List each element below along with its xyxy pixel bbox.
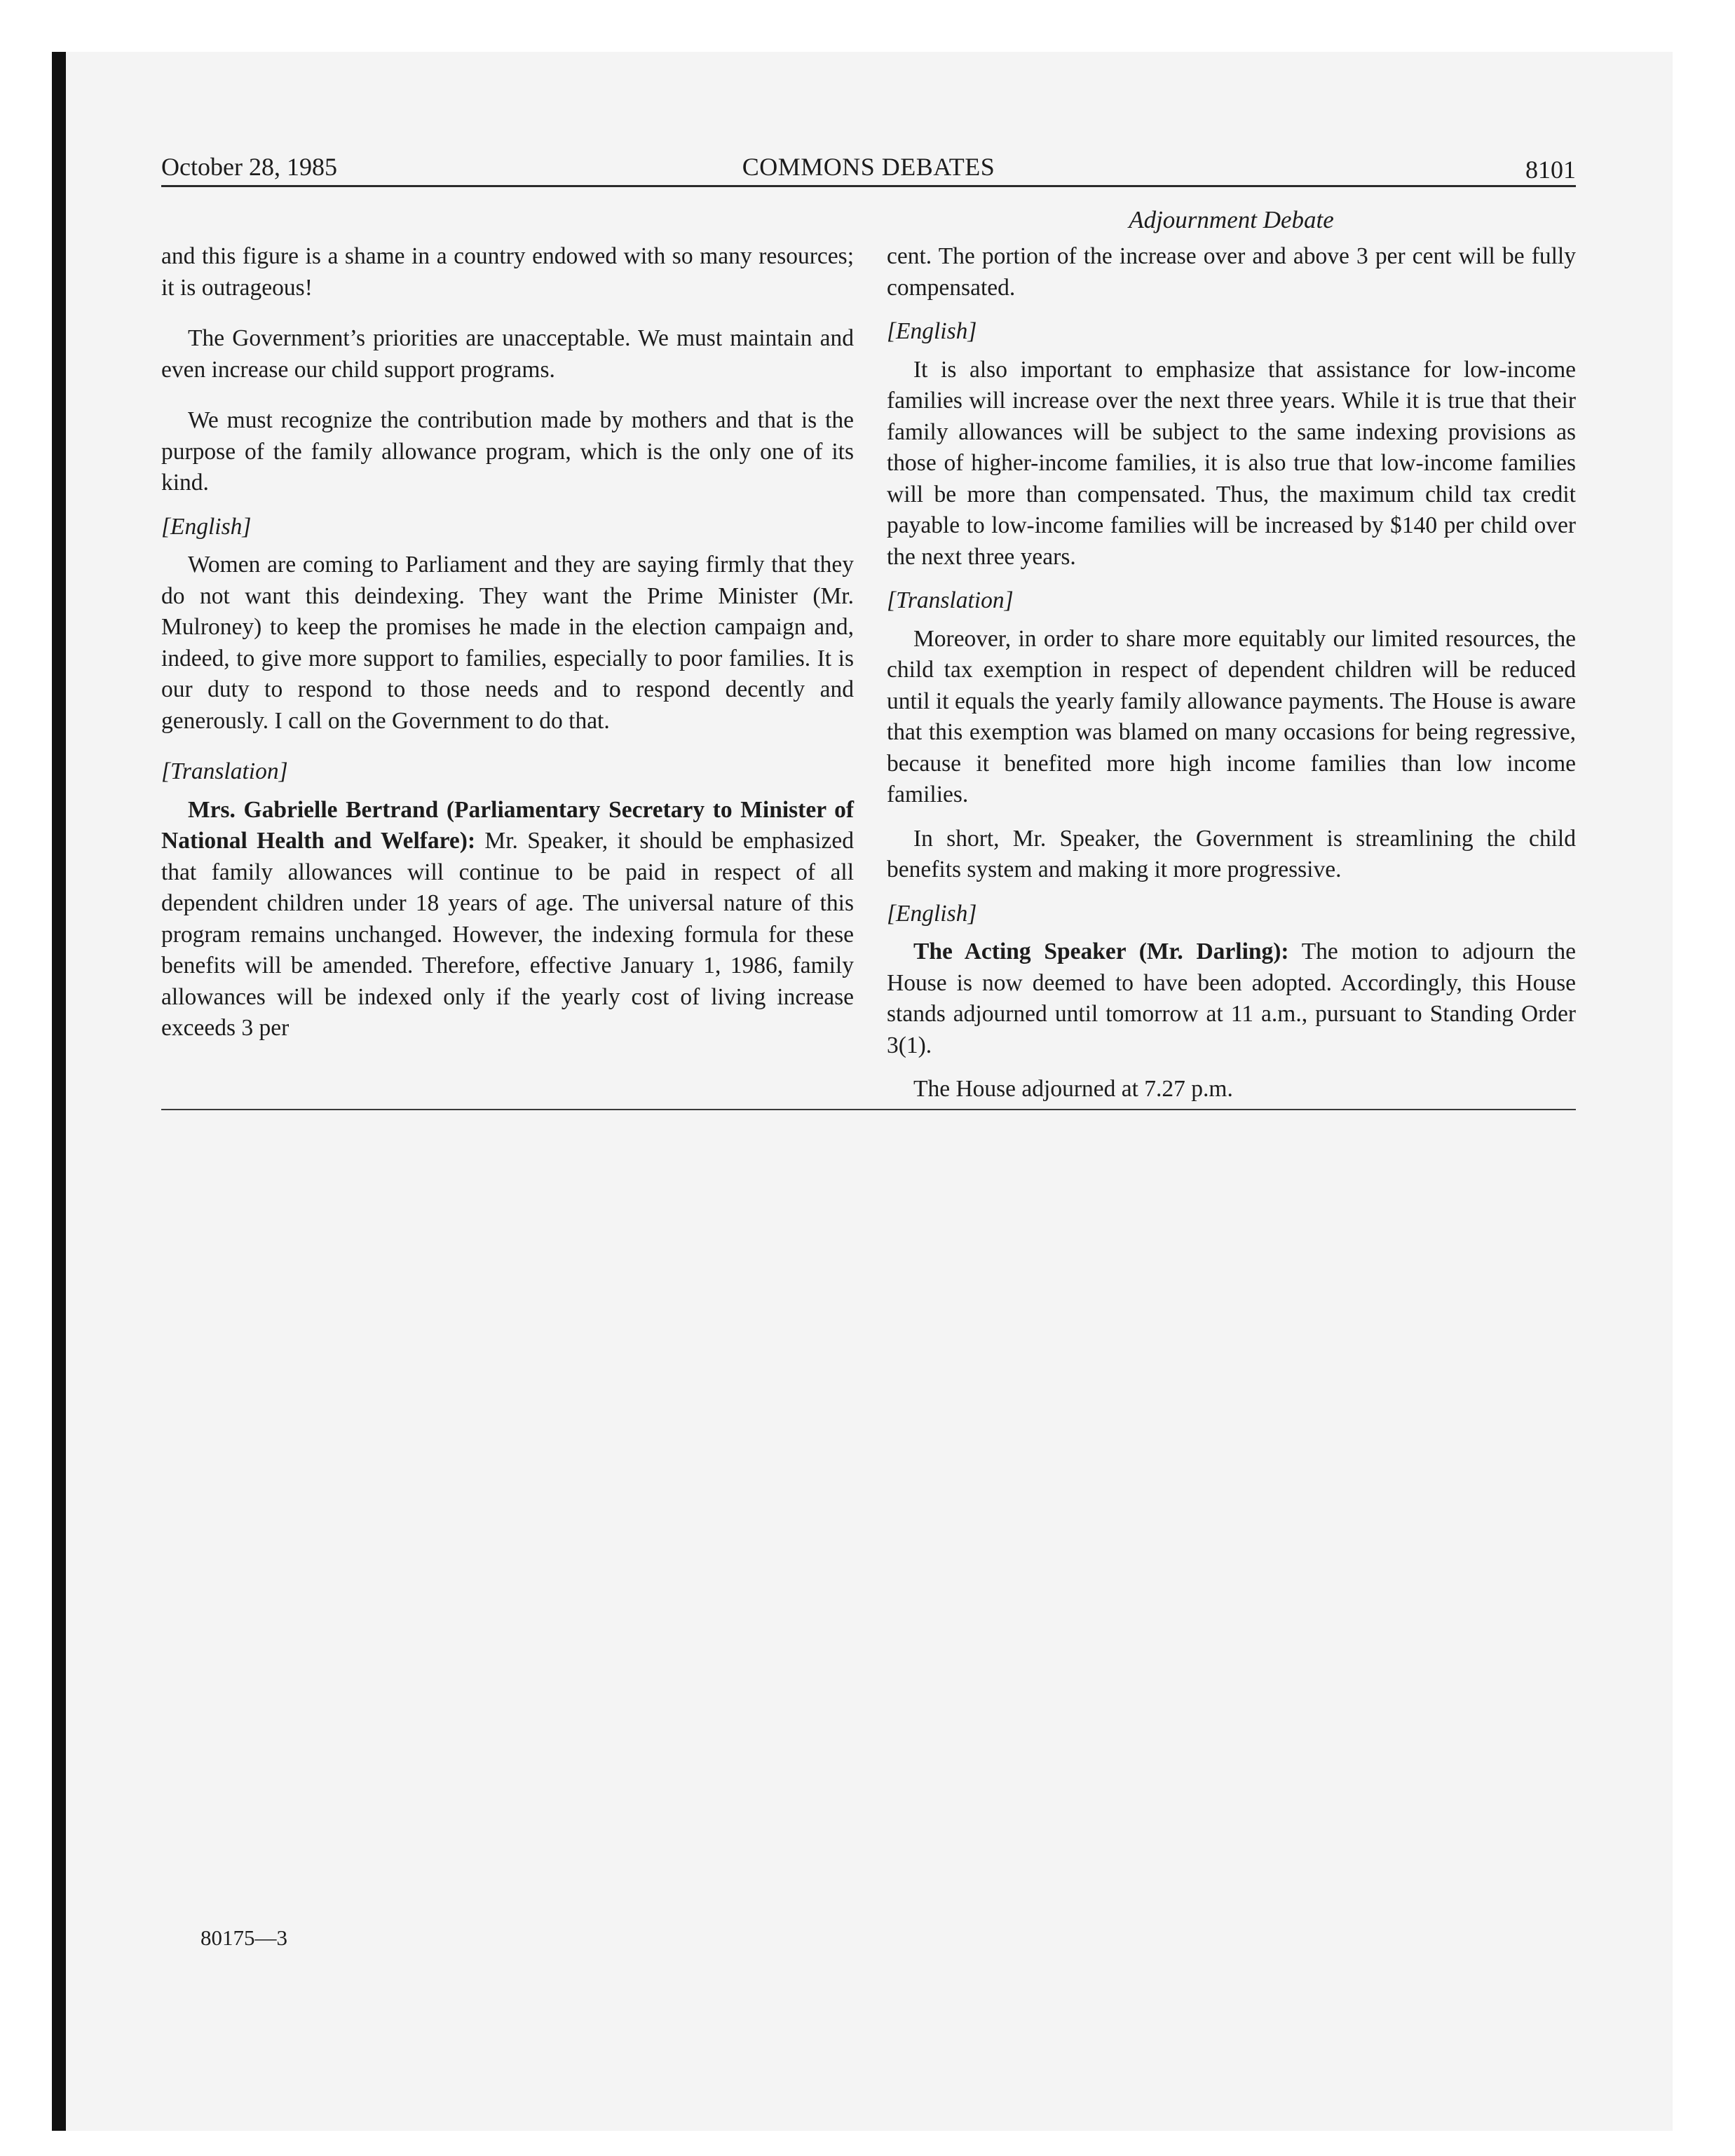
header-date: October 28, 1985 — [161, 153, 337, 181]
running-head: Adjournment Debate — [1129, 206, 1334, 233]
paragraph: Moreover, in order to share more equitably our limited resources, the child tax exemption in respect of dependent children will be reduced until it equals the yearly family allowance payments. The House is aware that this exemption was blamed on many occasions for being regressive, because it benefited more high income families than low income families. — [887, 625, 1576, 807]
speech-text: The motion to adjourn the House is now deemed to have been adopted. Accordingly, this House stands adjourned until tomorrow at 11 a.m., pursuant to Standing Order 3(1). — [887, 939, 1576, 1058]
speech-paragraph — [161, 795, 854, 1044]
page-header — [161, 149, 1576, 185]
paragraph: The House adjourned at 7.27 p.m. — [913, 1076, 1233, 1102]
header-publication: COMMONS DEBATES — [742, 153, 995, 181]
left-column — [161, 241, 854, 1044]
speaker-name: The Acting Speaker (Mr. Darling): — [913, 939, 1289, 964]
paragraph: and this figure is a shame in a country endowed with so many resources; it is outrageous! — [161, 243, 854, 301]
folio-number: 80175—3 — [200, 1925, 287, 1950]
paragraph: It is also important to emphasize that assistance for low-income families will increase over the next three years. While it is true that their family allowances will be subject to the same indexing provisions as those of higher-income families, it is also true that low-income families will be more than compensated. Thus, the maximum child tax credit payable to low-income families will be increased by $140 per child over the next three years. — [887, 356, 1576, 570]
right-column — [887, 241, 1576, 1105]
header-page-number: 8101 — [1525, 156, 1576, 184]
paragraph: We must recognize the contribution made by mothers and that is the purpose of the family allowance program, which is the only one of its kind. — [161, 407, 854, 496]
paragraph: In short, Mr. Speaker, the Government is streamlining the child benefits system and making it more progressive. — [887, 825, 1576, 882]
end-rule — [161, 1109, 1576, 1110]
speech-text: Mr. Speaker, it should be emphasized that family allowances will continue to be paid in respect of all dependent children under 18 years of age. The universal nature of this program remains unchanged. However, the indexing formula for these benefits will be amended. Therefore, effective January 1, 1986, family allowances will be indexed only if the yearly cost of living increase exceeds 3 per — [161, 828, 855, 1041]
paragraph: cent. The portion of the increase over and above 3 per cent will be fully compensated. — [887, 243, 1576, 301]
paragraph: The Government’s priorities are unacceptable. We must maintain and even increase our child support programs. — [161, 325, 854, 383]
language-tag: [English] — [887, 900, 977, 927]
language-tag: [English] — [161, 513, 252, 540]
paragraph: Women are coming to Parliament and they are saying firmly that they do not want this deindexing. They want the Prime Minister (Mr. Mulroney) to keep the promises he made in the election campaign and, indeed, to give more support to families, especially to poor families. It is our duty to respond to those needs and to respond decently and generously. I call on the Government to do that. — [161, 552, 854, 734]
language-tag: [Translation] — [161, 758, 288, 784]
scan-edge-bar — [52, 52, 66, 2131]
speaker-name: Mrs. Gabrielle Bertrand (Parliamentary Secretary to Minister of National Health and Welfare): — [161, 796, 854, 854]
language-tag: [English] — [887, 318, 977, 344]
header-rule — [161, 185, 1576, 187]
speech-paragraph — [887, 936, 1576, 1061]
language-tag: [Translation] — [887, 587, 1014, 613]
